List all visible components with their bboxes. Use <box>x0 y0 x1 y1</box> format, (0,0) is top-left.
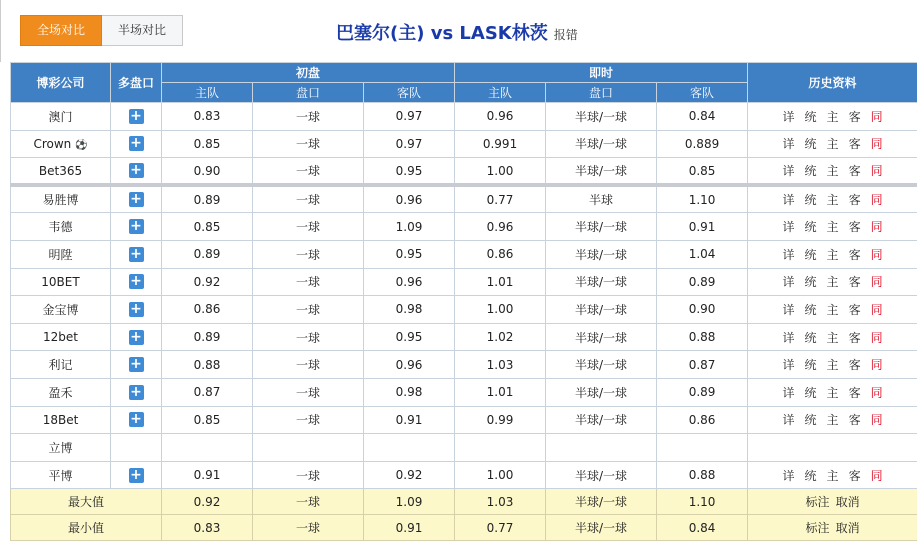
soccer-ball-icon: ⚽ <box>75 139 88 151</box>
history-links <box>748 461 917 489</box>
cancel-link[interactable]: 取消 <box>835 521 860 536</box>
live-home-odds: 0.96 <box>455 213 546 241</box>
history-stats-link[interactable]: 统 <box>804 220 817 235</box>
summary-initial-home: 0.92 <box>162 489 253 515</box>
live-home-odds: 1.00 <box>455 296 546 324</box>
initial-away-odds: 1.09 <box>364 213 455 241</box>
initial-handicap: 一球 <box>253 240 364 268</box>
history-stats-link[interactable]: 统 <box>804 330 817 345</box>
company-cell <box>11 461 111 489</box>
history-away-link[interactable]: 客 <box>848 413 861 428</box>
history-away-link[interactable]: 客 <box>848 330 861 345</box>
live-home-odds: 0.96 <box>455 103 546 131</box>
initial-handicap: 一球 <box>253 103 364 131</box>
history-same-link[interactable]: 同 <box>870 220 883 235</box>
history-away-link[interactable]: 客 <box>848 358 861 373</box>
multi-cell <box>111 351 162 379</box>
history-detail-link[interactable]: 详 <box>782 164 795 179</box>
initial-home-odds <box>162 434 253 462</box>
initial-handicap: 一球 <box>253 213 364 241</box>
expand-plus-icon[interactable]: + <box>130 273 142 290</box>
live-away-odds: 0.86 <box>657 406 748 434</box>
initial-home-odds: 0.89 <box>162 240 253 268</box>
match-title <box>336 19 578 45</box>
expand-plus-icon[interactable]: + <box>130 162 142 179</box>
expand-plus-icon[interactable]: + <box>130 245 142 262</box>
report-error-link[interactable]: 报错 <box>553 28 578 42</box>
compare-tabs <box>20 15 183 46</box>
live-home-odds: 1.01 <box>455 378 546 406</box>
initial-handicap: 一球 <box>253 296 364 324</box>
table-row <box>11 240 917 268</box>
history-stats-link[interactable]: 统 <box>804 358 817 373</box>
live-away-odds: 0.91 <box>657 213 748 241</box>
initial-away-odds: 0.95 <box>364 158 455 186</box>
initial-away-odds: 0.98 <box>364 378 455 406</box>
live-handicap: 半球/一球 <box>546 103 657 131</box>
history-away-link[interactable]: 客 <box>848 468 861 483</box>
history-links <box>748 185 917 213</box>
multi-cell <box>111 461 162 489</box>
live-home-odds: 0.99 <box>455 406 546 434</box>
live-handicap: 半球/一球 <box>546 461 657 489</box>
live-handicap: 半球/一球 <box>546 213 657 241</box>
history-detail-link[interactable]: 详 <box>782 275 795 290</box>
history-same-link[interactable]: 同 <box>870 358 883 373</box>
initial-home-odds: 0.87 <box>162 378 253 406</box>
expand-plus-icon[interactable]: + <box>130 328 142 345</box>
history-links <box>748 103 917 131</box>
header-multi: 多盘口 <box>111 63 162 103</box>
history-links <box>748 378 917 406</box>
history-away-link[interactable]: 客 <box>848 109 861 124</box>
history-away-link[interactable]: 客 <box>848 385 861 400</box>
history-stats-link[interactable]: 统 <box>804 247 817 262</box>
history-stats-link[interactable]: 统 <box>804 137 817 152</box>
company-name: 明陞 <box>48 247 73 262</box>
history-same-link[interactable]: 同 <box>870 164 883 179</box>
initial-home-odds: 0.89 <box>162 185 253 213</box>
header-live-handicap: 盘口 <box>546 83 657 103</box>
header-initial: 初盘 <box>162 63 455 83</box>
initial-home-odds: 0.91 <box>162 461 253 489</box>
initial-home-odds: 0.85 <box>162 213 253 241</box>
summary-row-max <box>11 489 917 515</box>
multi-cell <box>111 213 162 241</box>
live-home-odds <box>455 434 546 462</box>
history-away-link[interactable]: 客 <box>848 275 861 290</box>
history-stats-link[interactable]: 统 <box>804 468 817 483</box>
multi-cell <box>111 378 162 406</box>
company-cell <box>11 378 111 406</box>
history-same-link[interactable]: 同 <box>870 413 883 428</box>
expand-plus-icon[interactable]: + <box>130 383 142 400</box>
table-row <box>11 103 917 131</box>
expand-plus-icon[interactable]: + <box>130 300 142 317</box>
initial-handicap: 一球 <box>253 158 364 186</box>
history-detail-link[interactable]: 详 <box>782 302 795 317</box>
company-name: 韦德 <box>48 220 73 235</box>
initial-away-odds: 0.98 <box>364 296 455 324</box>
header-live-away: 客队 <box>657 83 748 103</box>
history-links <box>748 268 917 296</box>
history-links <box>748 213 917 241</box>
live-handicap: 半球/一球 <box>546 406 657 434</box>
summary-label: 最小值 <box>11 515 162 541</box>
live-handicap: 半球/一球 <box>546 158 657 186</box>
table-row <box>11 296 917 324</box>
multi-cell <box>111 158 162 186</box>
history-away-link[interactable]: 客 <box>848 137 861 152</box>
initial-handicap: 一球 <box>253 130 364 158</box>
initial-home-odds: 0.89 <box>162 323 253 351</box>
company-name: 盈禾 <box>48 385 73 400</box>
history-home-link[interactable]: 主 <box>826 358 839 373</box>
history-same-link[interactable]: 同 <box>870 193 883 208</box>
multi-cell <box>111 185 162 213</box>
history-detail-link[interactable]: 详 <box>782 358 795 373</box>
live-away-odds: 0.90 <box>657 296 748 324</box>
summary-label: 最大值 <box>11 489 162 515</box>
history-links <box>748 130 917 158</box>
table-row <box>11 461 917 489</box>
history-stats-link[interactable]: 统 <box>804 109 817 124</box>
multi-cell <box>111 240 162 268</box>
top-bar <box>0 0 917 62</box>
live-away-odds: 0.85 <box>657 158 748 186</box>
history-home-link[interactable]: 主 <box>826 164 839 179</box>
initial-away-odds: 0.91 <box>364 406 455 434</box>
initial-away-odds: 0.96 <box>364 185 455 213</box>
company-cell <box>11 240 111 268</box>
company-name: 易胜博 <box>42 193 79 208</box>
live-away-odds: 0.89 <box>657 268 748 296</box>
company-name: 平博 <box>48 468 73 483</box>
history-same-link[interactable]: 同 <box>870 302 883 317</box>
history-detail-link[interactable]: 详 <box>782 468 795 483</box>
odds-table <box>10 62 917 541</box>
live-away-odds: 0.84 <box>657 103 748 131</box>
history-home-link[interactable]: 主 <box>826 275 839 290</box>
history-same-link[interactable]: 同 <box>870 247 883 262</box>
history-same-link[interactable]: 同 <box>870 468 883 483</box>
live-away-odds <box>657 434 748 462</box>
history-stats-link[interactable]: 统 <box>804 275 817 290</box>
mark-link[interactable]: 标注 <box>805 521 830 536</box>
tab-full-match[interactable]: 全场对比 <box>20 15 102 46</box>
table-row <box>11 378 917 406</box>
live-away-odds: 0.889 <box>657 130 748 158</box>
company-cell <box>11 268 111 296</box>
live-handicap <box>546 434 657 462</box>
history-stats-link[interactable]: 统 <box>804 193 817 208</box>
initial-away-odds <box>364 434 455 462</box>
live-handicap: 半球/一球 <box>546 296 657 324</box>
expand-plus-icon[interactable]: + <box>130 218 142 235</box>
history-home-link[interactable]: 主 <box>826 302 839 317</box>
multi-cell <box>111 103 162 131</box>
live-away-odds: 1.10 <box>657 185 748 213</box>
multi-cell <box>111 434 162 462</box>
initial-home-odds: 0.85 <box>162 406 253 434</box>
history-home-link[interactable]: 主 <box>826 193 839 208</box>
company-cell <box>11 185 111 213</box>
summary-actions <box>748 489 917 515</box>
history-away-link[interactable]: 客 <box>848 220 861 235</box>
initial-handicap: 一球 <box>253 378 364 406</box>
initial-home-odds: 0.92 <box>162 268 253 296</box>
expand-plus-icon[interactable]: + <box>130 411 142 428</box>
company-cell <box>11 130 111 158</box>
odds-body <box>11 103 917 541</box>
initial-away-odds: 0.96 <box>364 351 455 379</box>
multi-cell <box>111 296 162 324</box>
history-home-link[interactable]: 主 <box>826 137 839 152</box>
match-title-text: 巴塞尔(主) vs LASK林茨 <box>336 23 548 44</box>
expand-plus-icon[interactable]: + <box>130 356 142 373</box>
history-stats-link[interactable]: 统 <box>804 302 817 317</box>
header-initial-away: 客队 <box>364 83 455 103</box>
history-same-link[interactable]: 同 <box>870 275 883 290</box>
company-cell <box>11 434 111 462</box>
header-initial-handicap: 盘口 <box>253 83 364 103</box>
history-links <box>748 158 917 186</box>
live-handicap: 半球/一球 <box>546 323 657 351</box>
live-handicap: 半球/一球 <box>546 351 657 379</box>
history-detail-link[interactable]: 详 <box>782 109 795 124</box>
history-away-link[interactable]: 客 <box>848 193 861 208</box>
initial-home-odds: 0.85 <box>162 130 253 158</box>
summary-live-handicap: 半球/一球 <box>546 489 657 515</box>
table-row <box>11 406 917 434</box>
company-cell <box>11 406 111 434</box>
history-stats-link[interactable]: 统 <box>804 385 817 400</box>
initial-away-odds: 0.95 <box>364 323 455 351</box>
company-name: 12bet <box>43 330 78 345</box>
history-away-link[interactable]: 客 <box>848 164 861 179</box>
initial-home-odds: 0.86 <box>162 296 253 324</box>
summary-initial-handicap: 一球 <box>253 515 364 541</box>
history-away-link[interactable]: 客 <box>848 302 861 317</box>
summary-row-min <box>11 515 917 541</box>
initial-handicap <box>253 434 364 462</box>
initial-handicap: 一球 <box>253 268 364 296</box>
live-away-odds: 0.89 <box>657 378 748 406</box>
initial-away-odds: 0.97 <box>364 130 455 158</box>
header-initial-home: 主队 <box>162 83 253 103</box>
history-links <box>748 434 917 462</box>
header-live-home: 主队 <box>455 83 546 103</box>
summary-actions <box>748 515 917 541</box>
live-away-odds: 1.04 <box>657 240 748 268</box>
history-stats-link[interactable]: 统 <box>804 164 817 179</box>
live-home-odds: 1.00 <box>455 461 546 489</box>
table-row <box>11 351 917 379</box>
header-company: 博彩公司 <box>11 63 111 103</box>
company-cell <box>11 103 111 131</box>
live-handicap: 半球/一球 <box>546 378 657 406</box>
table-row <box>11 158 917 186</box>
company-name: 金宝博 <box>42 302 79 317</box>
company-name: 10BET <box>41 274 80 289</box>
cancel-link[interactable]: 取消 <box>835 495 860 510</box>
summary-live-away: 0.84 <box>657 515 748 541</box>
history-away-link[interactable]: 客 <box>848 247 861 262</box>
history-links <box>748 240 917 268</box>
live-handicap: 半球/一球 <box>546 240 657 268</box>
tab-half-match[interactable]: 半场对比 <box>102 15 183 46</box>
history-detail-link[interactable]: 详 <box>782 413 795 428</box>
history-links <box>748 323 917 351</box>
expand-plus-icon[interactable]: + <box>130 191 142 208</box>
summary-initial-away: 1.09 <box>364 489 455 515</box>
history-links <box>748 351 917 379</box>
initial-away-odds: 0.95 <box>364 240 455 268</box>
history-detail-link[interactable]: 详 <box>782 220 795 235</box>
live-home-odds: 1.01 <box>455 268 546 296</box>
summary-live-home: 1.03 <box>455 489 546 515</box>
initial-handicap: 一球 <box>253 185 364 213</box>
live-home-odds: 1.03 <box>455 351 546 379</box>
history-home-link[interactable]: 主 <box>826 109 839 124</box>
initial-home-odds: 0.90 <box>162 158 253 186</box>
live-home-odds: 1.00 <box>455 158 546 186</box>
live-away-odds: 0.88 <box>657 461 748 489</box>
table-row <box>11 434 917 462</box>
initial-handicap: 一球 <box>253 461 364 489</box>
history-detail-link[interactable]: 详 <box>782 137 795 152</box>
initial-away-odds: 0.92 <box>364 461 455 489</box>
table-row <box>11 130 917 158</box>
summary-live-handicap: 半球/一球 <box>546 515 657 541</box>
history-home-link[interactable]: 主 <box>826 413 839 428</box>
company-name: 利记 <box>48 358 73 373</box>
initial-handicap: 一球 <box>253 323 364 351</box>
history-links <box>748 296 917 324</box>
company-cell <box>11 213 111 241</box>
expand-plus-icon[interactable]: + <box>130 466 142 483</box>
company-name: 立博 <box>48 440 73 455</box>
history-same-link[interactable]: 同 <box>870 385 883 400</box>
live-home-odds: 1.02 <box>455 323 546 351</box>
history-detail-link[interactable]: 详 <box>782 385 795 400</box>
table-row <box>11 213 917 241</box>
initial-home-odds: 0.88 <box>162 351 253 379</box>
company-name: 18Bet <box>42 412 79 427</box>
table-row <box>11 323 917 351</box>
history-home-link[interactable]: 主 <box>826 330 839 345</box>
live-handicap: 半球 <box>546 185 657 213</box>
history-home-link[interactable]: 主 <box>826 220 839 235</box>
live-home-odds: 0.86 <box>455 240 546 268</box>
initial-away-odds: 0.96 <box>364 268 455 296</box>
company-cell <box>11 158 111 186</box>
initial-home-odds: 0.83 <box>162 103 253 131</box>
history-home-link[interactable]: 主 <box>826 247 839 262</box>
history-same-link[interactable]: 同 <box>870 109 883 124</box>
initial-handicap: 一球 <box>253 406 364 434</box>
history-detail-link[interactable]: 详 <box>782 247 795 262</box>
summary-initial-handicap: 一球 <box>253 489 364 515</box>
history-same-link[interactable]: 同 <box>870 330 883 345</box>
live-away-odds: 0.87 <box>657 351 748 379</box>
multi-cell <box>111 406 162 434</box>
multi-cell <box>111 268 162 296</box>
history-same-link[interactable]: 同 <box>870 137 883 152</box>
initial-away-odds: 0.97 <box>364 103 455 131</box>
expand-plus-icon[interactable]: + <box>130 107 142 124</box>
summary-initial-home: 0.83 <box>162 515 253 541</box>
company-cell <box>11 296 111 324</box>
live-handicap: 半球/一球 <box>546 268 657 296</box>
history-stats-link[interactable]: 统 <box>804 413 817 428</box>
table-row <box>11 268 917 296</box>
live-handicap: 半球/一球 <box>546 130 657 158</box>
history-detail-link[interactable]: 详 <box>782 193 795 208</box>
summary-initial-away: 0.91 <box>364 515 455 541</box>
history-home-link[interactable]: 主 <box>826 468 839 483</box>
company-name: Bet365 <box>38 163 83 178</box>
header-history: 历史资料 <box>748 63 917 103</box>
live-away-odds: 0.88 <box>657 323 748 351</box>
company-cell <box>11 351 111 379</box>
expand-plus-icon[interactable]: + <box>130 135 142 152</box>
multi-cell <box>111 130 162 158</box>
history-links <box>748 406 917 434</box>
header-live: 即时 <box>455 63 748 83</box>
table-row <box>11 185 917 213</box>
mark-link[interactable]: 标注 <box>805 495 830 510</box>
summary-live-home: 0.77 <box>455 515 546 541</box>
summary-live-away: 1.10 <box>657 489 748 515</box>
history-home-link[interactable]: 主 <box>826 385 839 400</box>
company-name: 澳门 <box>48 109 73 124</box>
company-name: Crown <box>33 136 72 151</box>
company-cell <box>11 323 111 351</box>
history-detail-link[interactable]: 详 <box>782 330 795 345</box>
initial-handicap: 一球 <box>253 351 364 379</box>
multi-cell <box>111 323 162 351</box>
live-home-odds: 0.991 <box>455 130 546 158</box>
live-home-odds: 0.77 <box>455 185 546 213</box>
